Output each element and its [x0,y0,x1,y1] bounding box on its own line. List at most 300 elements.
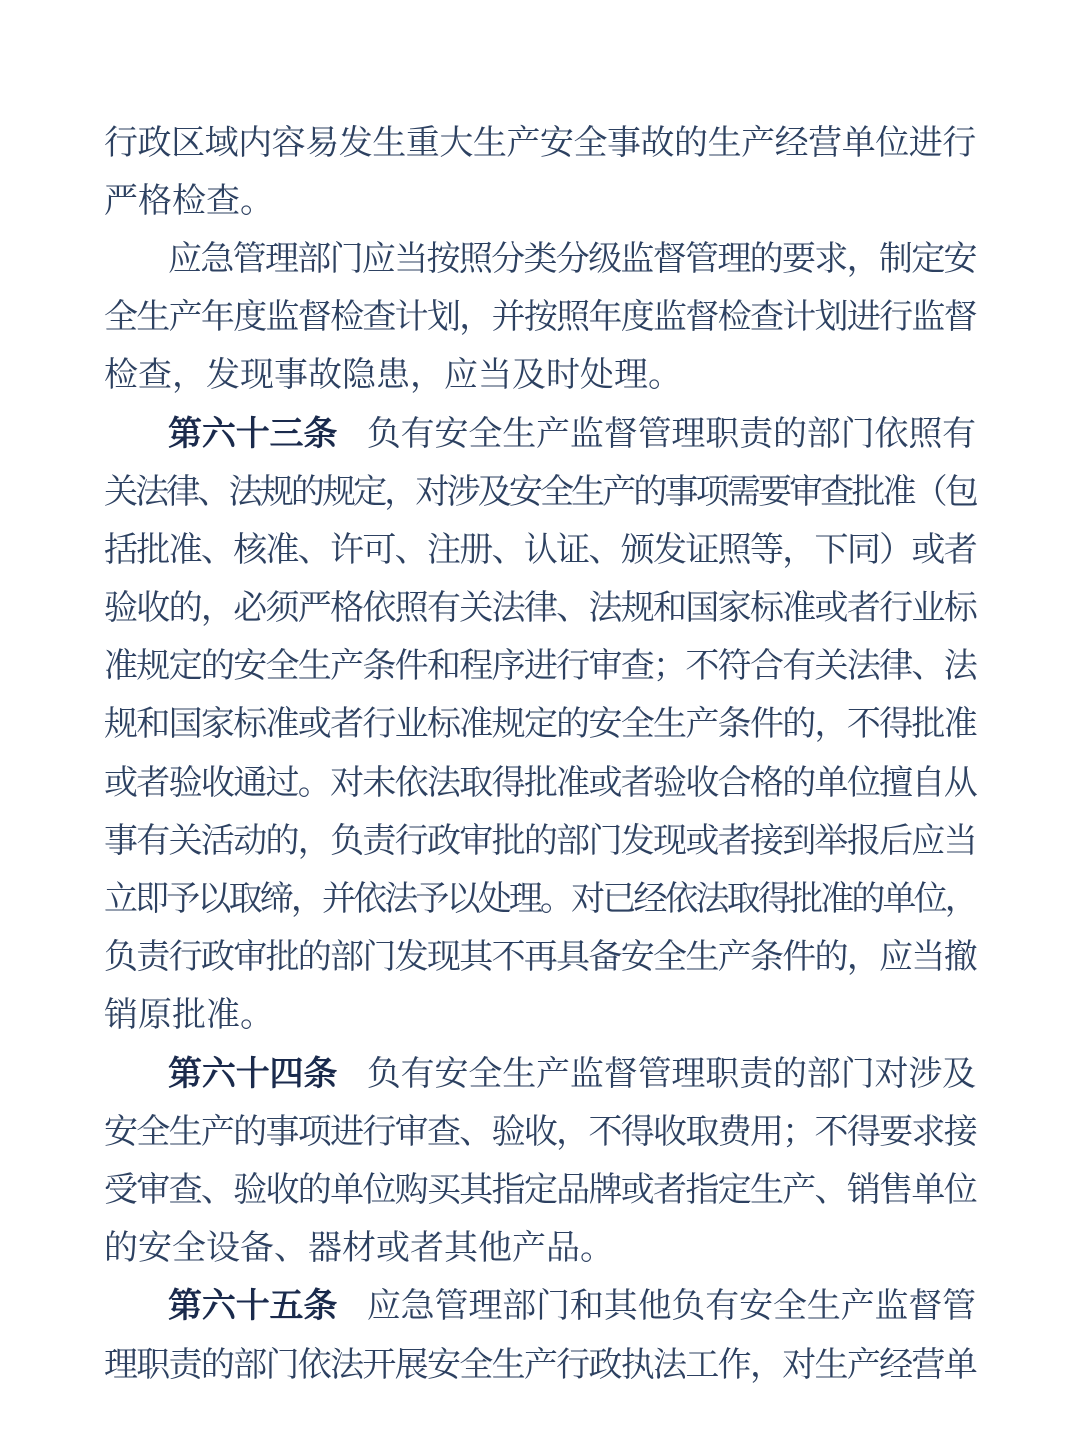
text-char: 法 [695,881,730,919]
text-char: 缔 [259,881,294,919]
text-char: 业 [911,590,946,628]
text-char: 容 [271,124,306,162]
text-char: 费 [717,1113,752,1151]
text-char: 门 [329,240,364,278]
text-char: 不 [685,648,720,686]
text-char: 事 [265,1113,300,1151]
text-char: 营 [808,124,843,162]
text-char: 或 [376,1230,410,1268]
text-char: 全 [468,415,503,453]
text-char: 生 [707,124,742,162]
text-char: 督 [603,415,638,453]
text-char: ， [200,590,235,628]
text-char: 生 [372,124,407,162]
text-char: 当 [394,240,429,278]
text-char: 关 [168,822,203,860]
text-line [104,343,976,401]
text-char: 职 [136,1346,171,1384]
text-char: 的 [297,939,332,977]
text-char: 位 [913,881,948,919]
text-char: 者 [136,764,171,802]
text-char: 有 [782,648,817,686]
text-char: 准 [882,473,917,511]
text-char: 或 [814,590,849,628]
text-char: 或 [104,764,138,802]
text-char: （ [913,473,948,511]
text-char: 事 [274,357,308,395]
text-char: 行 [556,648,591,686]
text-char: 的 [851,881,886,919]
text-char: 依 [664,881,699,919]
text-char: 事 [104,822,138,860]
text-char: 准 [943,706,978,744]
text-char: 准 [206,997,240,1035]
text-char: 产 [717,939,752,977]
text-char: 标 [426,706,461,744]
text-char: 许 [330,531,365,569]
text-char: 位 [943,1171,978,1209]
text-char: 审 [233,939,268,977]
text-char: 册 [459,531,494,569]
text-char: 安 [434,415,469,453]
text-char: 行 [168,939,203,977]
text-char: 设 [206,1230,240,1268]
text-char: 自 [911,764,946,802]
text-char: 对 [782,1346,817,1384]
text-char: 患 [376,357,410,395]
text-char: 展 [394,1346,429,1384]
text-char: 有 [400,1055,435,1093]
text-char: 单 [841,124,876,162]
text-char: 原 [138,997,172,1035]
text-char: 证 [556,531,591,569]
text-char: 取 [685,1113,720,1151]
text-char: 按 [523,299,558,337]
text-char: 督 [908,1288,943,1326]
text-char: 。 [297,764,332,802]
text-char: 、 [814,1171,849,1209]
text-char: 职 [705,415,740,453]
text-char: 责 [136,939,171,977]
text-char: 动 [233,822,268,860]
text-char: ； [653,648,688,686]
text-char: 核 [233,531,268,569]
text-char: 验 [104,590,138,628]
text-char: 生 [814,1346,849,1384]
text-char: 故 [640,124,675,162]
text-char: 生 [136,299,171,337]
text-char: 指 [685,1171,720,1209]
text-char: ， [782,531,817,569]
text-char: 序 [491,648,526,686]
text-char: 验 [168,764,203,802]
text-char: 位 [362,1171,397,1209]
text-char: ， [172,357,206,395]
text-char: 件 [749,706,784,744]
text-char: 收 [653,1113,688,1151]
text-char: 得 [846,1113,881,1151]
text-char: 取 [228,881,263,919]
text-char: 部 [806,1055,841,1093]
text-line [104,1099,976,1157]
text-char: 、 [297,531,332,569]
text-char: ， [459,299,494,337]
text-char: 急 [400,1288,435,1326]
text-char: 其 [459,939,494,977]
text-char: 批 [789,881,824,919]
text-char: 依 [394,764,429,802]
text-char: 急 [200,240,235,278]
text-char: 监 [569,415,604,453]
text-char: 门 [362,939,397,977]
text-char: 收 [523,1113,558,1151]
text-char: 门 [840,415,875,453]
text-char: 法 [653,1346,688,1384]
text-char: 收 [685,764,720,802]
text-char: 者 [846,590,881,628]
text-char: 安 [943,240,978,278]
text-char: 收 [136,590,171,628]
text-char: 的 [782,706,817,744]
text-char: 材 [342,1230,376,1268]
text-char: 得 [757,881,792,919]
text-char: 审 [459,822,494,860]
text-char: 证 [685,531,720,569]
text-char: 行 [104,124,138,162]
text-char: 责 [739,415,774,453]
text-char: 现 [240,357,274,395]
text-char: 条 [717,706,752,744]
text-char: 产 [685,706,720,744]
text-char: 单 [911,1171,946,1209]
text-char: 发 [653,531,688,569]
text-char: 负 [104,939,138,977]
text-char: 项 [297,1113,332,1151]
text-char: 准 [168,531,203,569]
text-char: 照 [908,415,943,453]
text-char: 行 [362,1113,397,1151]
text-char: 生 [502,1055,537,1093]
text-char: 、 [459,1113,494,1151]
text-char: 合 [749,648,784,686]
text-char: 者 [410,1230,444,1268]
text-char: 牌 [588,1171,623,1209]
text-char: 全 [265,648,300,686]
text-char: 求 [911,1113,946,1151]
text-char: 规 [136,648,171,686]
text-char: 年 [200,299,235,337]
text-char: 的 [814,939,849,977]
text-char: 批 [172,997,206,1035]
text-char: 安 [508,473,543,511]
text-char: 检 [172,182,206,220]
text-char: 部 [297,240,332,278]
text-char: 故 [308,357,342,395]
text-char: 等 [749,531,784,569]
text-char: 应 [444,357,478,395]
article-number-char: 四 [269,1054,304,1093]
text-char: 部 [233,1346,268,1384]
text-char: 的 [104,1230,138,1268]
text-char: 定 [911,240,946,278]
text-char: 准 [782,590,817,628]
text-char: 件 [394,648,429,686]
text-char: 。 [539,881,574,919]
article-number-char: 六 [201,414,236,453]
text-char: 符 [717,648,752,686]
text-char: 生 [685,939,720,977]
text-char: 负 [330,822,365,860]
text-char: 规 [104,706,138,744]
text-char: 法 [588,590,623,628]
text-char: 应 [911,822,946,860]
text-char: 生 [806,1288,841,1326]
text-char: 验 [233,1171,268,1209]
text-char: 区 [171,124,206,162]
text-char: 查 [168,1171,203,1209]
text-char: 用 [749,1113,784,1151]
text-char: 重 [405,124,440,162]
text-char: ， [410,357,444,395]
text-char: 查 [620,648,655,686]
text-char: 买 [426,1171,461,1209]
text-char: 经 [879,1346,914,1384]
text-char: 法 [943,648,978,686]
text-line [104,110,976,168]
text-char: 的 [200,648,235,686]
text-char: 家 [717,590,752,628]
text-char: 关 [459,590,494,628]
text-char: 产 [168,299,203,337]
text-char: 法 [491,590,526,628]
text-char: 按 [426,240,461,278]
text-line [104,1332,976,1390]
text-char: 定 [523,706,558,744]
text-char: 门 [536,1288,571,1326]
text-char: 律 [523,590,558,628]
text-char: 关 [814,648,849,686]
text-char: 括 [104,531,138,569]
text-char: 查 [206,182,240,220]
text-char: 者 [620,764,655,802]
text-char: 理 [717,240,752,278]
text-char: 收 [200,764,235,802]
text-char: 部 [806,415,841,453]
text-char: 的 [772,1055,807,1093]
text-char: 隐 [342,357,376,395]
text-char: 法 [330,1346,365,1384]
text-char: 类 [523,240,558,278]
text-char: 项 [695,473,730,511]
text-char: 的 [200,1346,235,1384]
text-char: 批 [523,764,558,802]
text-char: 事 [606,124,641,162]
text-char: 后 [879,822,914,860]
text-char: ， [384,473,419,511]
text-char: 对 [571,881,606,919]
text-char: 过 [265,764,300,802]
text-char: 产 [536,415,571,453]
text-char: 生 [653,706,688,744]
text-char: 格 [330,590,365,628]
text-char: 涉 [446,473,481,511]
text-char: 作 [717,1346,752,1384]
text-char: 准 [459,706,494,744]
text-char: 单 [330,1171,365,1209]
text-char: 举 [814,822,849,860]
text-char: 标 [943,590,978,628]
text-char: 并 [321,881,356,919]
text-char: 生 [491,1346,526,1384]
text-char: 处 [477,881,512,919]
text-char: 规 [491,706,526,744]
text-char: 的 [290,473,325,511]
text-char: 的 [674,124,709,162]
text-char: 家 [200,706,235,744]
text-char: 须 [265,590,300,628]
text-char: 部 [330,939,365,977]
text-char: 安 [138,1230,172,1268]
text-char: 定 [168,648,203,686]
text-char: 产 [536,1055,571,1093]
text-char: 得 [620,1113,655,1151]
text-char: 有 [400,415,435,453]
text-line [104,168,976,226]
text-char: 理 [671,1055,706,1093]
text-line-article-start [104,1041,976,1099]
text-char: 定 [523,1171,558,1209]
text-line [104,576,976,634]
text-char: 并 [491,299,526,337]
text-char: 经 [774,124,809,162]
text-char: 批 [491,822,526,860]
text-char: 责 [168,1346,203,1384]
text-char: 监 [569,1055,604,1093]
text-line [104,692,976,750]
text-char: 安 [434,1055,469,1093]
article-number-char: 十 [235,1054,270,1093]
text-char: 负 [366,415,401,453]
text-line [104,750,976,808]
text-char: 工 [685,1346,720,1384]
text-char: 全 [620,706,655,744]
text-char: 和 [426,648,461,686]
text-char: 生 [749,1171,784,1209]
text-char: 其 [444,1230,478,1268]
text-char: 具 [556,939,591,977]
text-char: 或 [911,531,946,569]
text-char: 安 [539,124,574,162]
text-char: 验 [653,764,688,802]
text-char: 产 [330,648,365,686]
text-char: 律 [166,473,201,511]
text-char: 及 [477,473,512,511]
text-char: 、 [200,1171,235,1209]
text-char: 单 [882,881,917,919]
text-char: 产 [200,1113,235,1151]
text-char: 的 [297,1171,332,1209]
text-char: 接 [749,822,784,860]
text-char: 予 [166,881,201,919]
text-char: 的 [633,473,668,511]
text-char: 全 [573,124,608,162]
text-char: 予 [415,881,450,919]
text-line [104,226,976,284]
text-char: 管 [232,240,267,278]
text-char: 责 [362,822,397,860]
text-char: 照 [717,531,752,569]
text-char: 执 [620,1346,655,1384]
text-char: 未 [362,764,397,802]
text-char: 划 [814,299,849,337]
text-char: 应 [366,1288,401,1326]
text-char: 审 [394,1113,429,1151]
text-char: 关 [104,473,138,511]
text-char: 的 [265,822,300,860]
text-char: 产 [602,473,637,511]
text-char: 查 [426,1113,461,1151]
text-char: 全 [104,299,138,337]
text-char: 标 [749,590,784,628]
text-char: 收 [265,1171,300,1209]
text-char: 理 [508,881,543,919]
text-char: 和 [653,590,688,628]
text-char: 的 [233,1113,268,1151]
text-char: 现 [426,939,461,977]
text-char: 有 [426,590,461,628]
text-char: 当 [478,357,512,395]
text-char: 立 [104,881,138,919]
text-char: 位 [846,764,881,802]
text-char: 者 [330,706,365,744]
text-char: 、 [556,590,591,628]
text-char: 。 [240,997,274,1035]
text-char: 理 [468,1288,503,1326]
text-char: 颁 [620,531,655,569]
text-char: 可 [362,531,397,569]
text-char: 督 [603,1055,638,1093]
text-char: 不 [846,706,881,744]
text-char: 应 [879,939,914,977]
text-char: 必 [233,590,268,628]
text-char: 认 [523,531,558,569]
text-char: 政 [137,124,172,162]
text-char: 国 [168,706,203,744]
text-char: 、 [491,531,526,569]
text-char: 品 [546,1230,580,1268]
text-char: 发 [394,939,429,977]
text-char: 严 [104,182,138,220]
text-char: 准 [265,706,300,744]
text-char: 或 [620,1171,655,1209]
text-char: 需 [726,473,761,511]
text-char: 接 [943,1113,978,1151]
text-char: 产 [741,124,776,162]
text-char: 部 [556,822,591,860]
text-char: 照 [394,590,429,628]
text-char: 检 [104,357,138,395]
text-char: 不 [491,939,526,977]
text-char: 批 [136,531,171,569]
text-char: 。 [580,1230,614,1268]
text-char: 制 [878,240,913,278]
text-char: 应 [168,240,202,278]
text-char: 的 [772,415,807,453]
text-char: 进 [330,1113,365,1151]
text-char: 全 [653,939,688,977]
text-char: 包 [944,473,979,511]
text-char: 不 [814,1113,849,1151]
